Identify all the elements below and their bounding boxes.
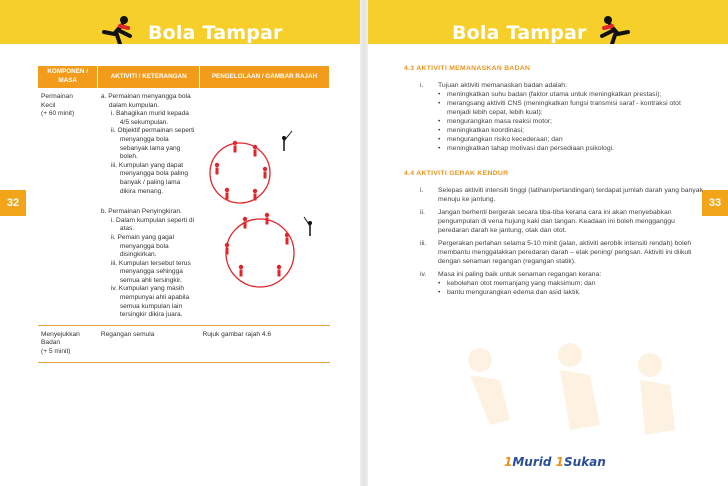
list-item: ii. Objektif permainan seperti menyangga bola sebanyak lama yang boleh. [110,127,195,161]
komponen-line: Kecil [41,101,56,109]
list-item [404,208,704,235]
activity-a-title: a. Permainan menyangga bola dalam kumpulan. [100,93,191,109]
item-text: Pergerakan perlahan selama 5-10 minit (jalan, aktiviti aerobik intensiti rendah) boleh membantu menggalakkan peredaran darah – elak pening/ pengsan. Aktiviti ini diikuti dengan senaman regangan (regangan statik). [438,240,692,265]
list-item: iii. Kumpulan yang dapat menyangga bola paling banyak / paling lama dikira menang. [110,161,189,195]
activity-b-title: b. Permainan Penyingkiran. [100,208,182,216]
list-item: i. Bahagikan murid kepada 4/5 sekumpulan. [110,110,189,126]
brand-one: 1 [504,455,513,469]
item-number: i. [420,82,424,89]
athlete-logo-icon [594,14,634,48]
komponen-line: Badan [41,339,61,347]
komponen-cell [38,88,98,325]
page-number-left: 32 [0,190,26,216]
item-text: Masa ini paling baik untuk senaman regangan kerana: [438,271,602,278]
page-title-right: Bola Tampar [452,22,587,44]
list-item: iv. Kumpulan yang masih mempunyai ahli apabila semua kumpulan lain tersingkir dikira juara. [110,285,190,319]
komponen-line: Menyejukkan [41,330,80,338]
formation-diagram [202,93,326,303]
bullet-item: • mengurangkan risiko kecederaan; dan [438,135,704,144]
bullet-item: • mengurangkan masa reaksi motor; [438,117,704,126]
list-item [404,270,704,297]
table-row [38,88,330,325]
athlete-logo-icon [98,14,138,48]
pengelolaan-cell: Rujuk gambar rajah 4.6 [199,325,329,362]
item-text: Jangan berhenti bergerak secara tiba-tiba kerana cara ini akan menyebabkan pengumpulan di vena hujung kaki dan tangan. Keadaan ini boleh mengganggu peredaran darah ke jantung, otak dan otot. [438,209,675,234]
komponen-line: (+ 60 minit) [41,110,75,118]
left-header-band [0,0,360,48]
section-title-4-3: 4.3 AKTIVITI MEMANASKAN BADAN [404,65,531,72]
table-header-aktiviti: AKTIVITI / KETERANGAN [98,66,200,88]
list-item: iii. Kumpulan tersebut terus menyangga sehingga semua ahli tersingkir. [110,259,191,284]
item-number: i. [420,187,424,194]
item-text: Tujuan aktiviti memanaskan badan adalah: [438,82,567,89]
bullet-item: • bantu mengurangkan edema dan asid laktik. [438,288,704,297]
aktiviti-cell: Regangan semula [98,325,200,362]
komponen-line: Permainan [41,93,73,100]
list-item: ii. Pemain yang gagal menyangga bola disingkirkan. [110,233,174,259]
brand-murid: Murid [512,455,552,469]
pengelolaan-cell [199,88,329,325]
list-item [404,239,704,266]
table-header-pengelolaan: PENGELOLAAN / GAMBAR RAJAH [199,66,329,88]
coach-figure-icon [304,217,312,236]
komponen-line: (+ 5 minit) [41,348,71,356]
coach-figure-icon [282,131,292,151]
komponen-cell [38,325,98,362]
aktiviti-cell [98,88,200,325]
table-row [38,325,330,362]
athlete-watermark-icon [440,330,690,450]
brand-sukan: Sukan [564,455,606,469]
bullet-item: • meningkatkan suhu badan (faktor utama untuk meningkatkan prestasi); [438,90,704,99]
item-number: ii. [420,209,425,216]
page-title-left: Bola Tampar [148,22,283,44]
bullet-item: • meningkatkan tahap motivasi dan persediaan psikologi. [438,144,704,153]
section-title-4-4: 4.4 AKTIVITI GERAK KENDUR [404,170,509,177]
right-page-content [404,64,704,297]
list-item [404,81,704,153]
bullet-item: • meningkatkan koordinasi; [438,126,704,135]
bullet-item: • kebolehan otot memanjang yang maksimum; dan [438,279,704,288]
bullet-item: • merangsang aktiviti CNS (meningkatkan fungsi transmisi saraf - kontraksi otot menjadi lebih cepat, lebih kuat); [438,99,704,117]
item-text: Selepas aktiviti intensiti tinggi (latihan/pertandingan) terdapat jumlah darah yang banyak menuju ke jantung. [438,187,703,203]
page-number-right: 33 [702,190,728,216]
activity-table [38,66,330,363]
item-number: iv. [420,271,427,278]
brand-one: 1 [555,455,565,469]
brand-logo [504,455,606,469]
table-header-komponen: KOMPONEN / MASA [38,66,98,88]
item-number: iii. [420,240,427,247]
right-header-band [368,0,728,48]
list-item [404,186,704,204]
list-item: i. Dalam kumpulan seperti di atas. [110,216,195,233]
